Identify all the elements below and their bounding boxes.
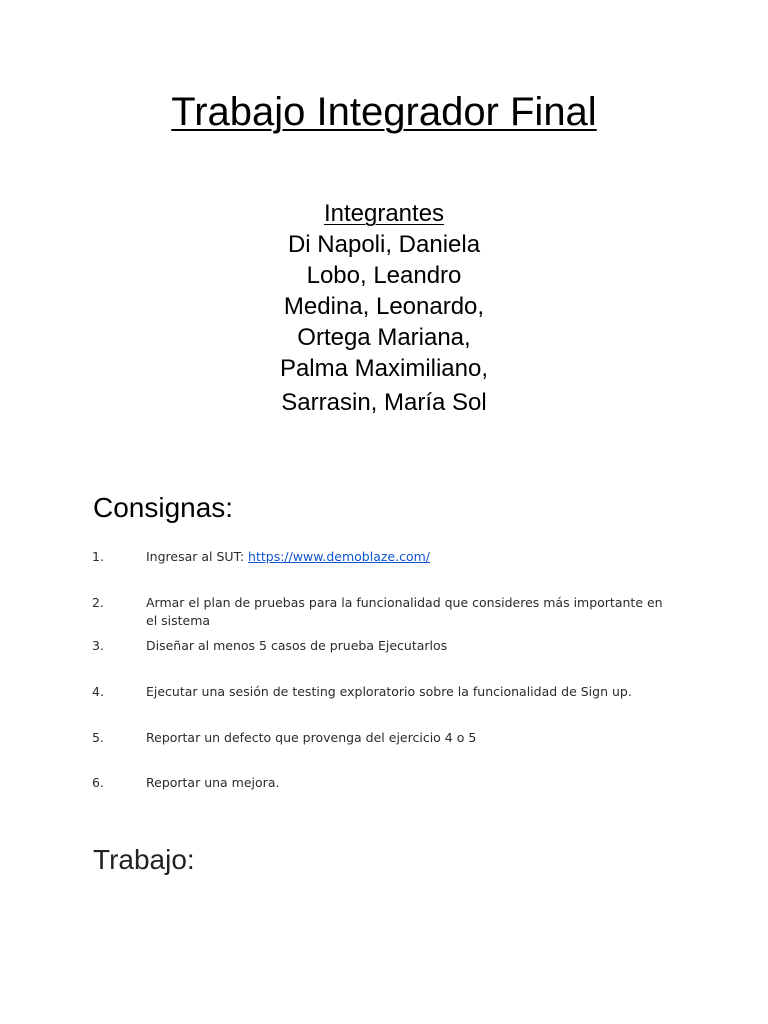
task-number: 2.: [92, 595, 104, 610]
work-heading: Trabajo:: [93, 844, 195, 875]
task-number: 3.: [92, 638, 104, 653]
member-name: Lobo, Leandro: [306, 262, 462, 289]
task-text-label: Ingresar al SUT:: [146, 549, 249, 564]
task-text: Ejecutar una sesión de testing exploratorio sobre la funcionalidad de Sign up.: [146, 684, 632, 699]
instructions-heading: Consignas:: [93, 492, 234, 523]
members-heading: Integrantes: [323, 200, 445, 227]
task-text: [146, 548, 671, 566]
member-name: Medina, Leonardo,: [283, 293, 485, 320]
member-name: Sarrasin, María Sol: [281, 389, 487, 416]
task-text: Reportar un defecto que provenga del ejercicio 4 o 5: [146, 730, 477, 745]
member-name: Di Napoli, Daniela: [287, 231, 481, 258]
sut-link[interactable]: https://www.demoblaze.com/: [248, 549, 430, 564]
document-title: Trabajo Integrador Final: [171, 90, 597, 134]
members-block: [0, 198, 768, 418]
task-number: 1.: [92, 549, 104, 564]
task-text: Armar el plan de pruebas para la funcionalidad que consideres más importante en el sistema: [146, 595, 663, 628]
task-text: Reportar una mejora.: [146, 775, 280, 790]
task-number: 6.: [92, 775, 104, 790]
task-number: 5.: [92, 730, 104, 745]
task-number: 4.: [92, 684, 104, 699]
member-name: Ortega Mariana,: [297, 324, 471, 351]
task-text: Diseñar al menos 5 casos de prueba Ejecutarlos: [146, 638, 448, 653]
member-name: Palma Maximiliano,: [279, 355, 489, 382]
